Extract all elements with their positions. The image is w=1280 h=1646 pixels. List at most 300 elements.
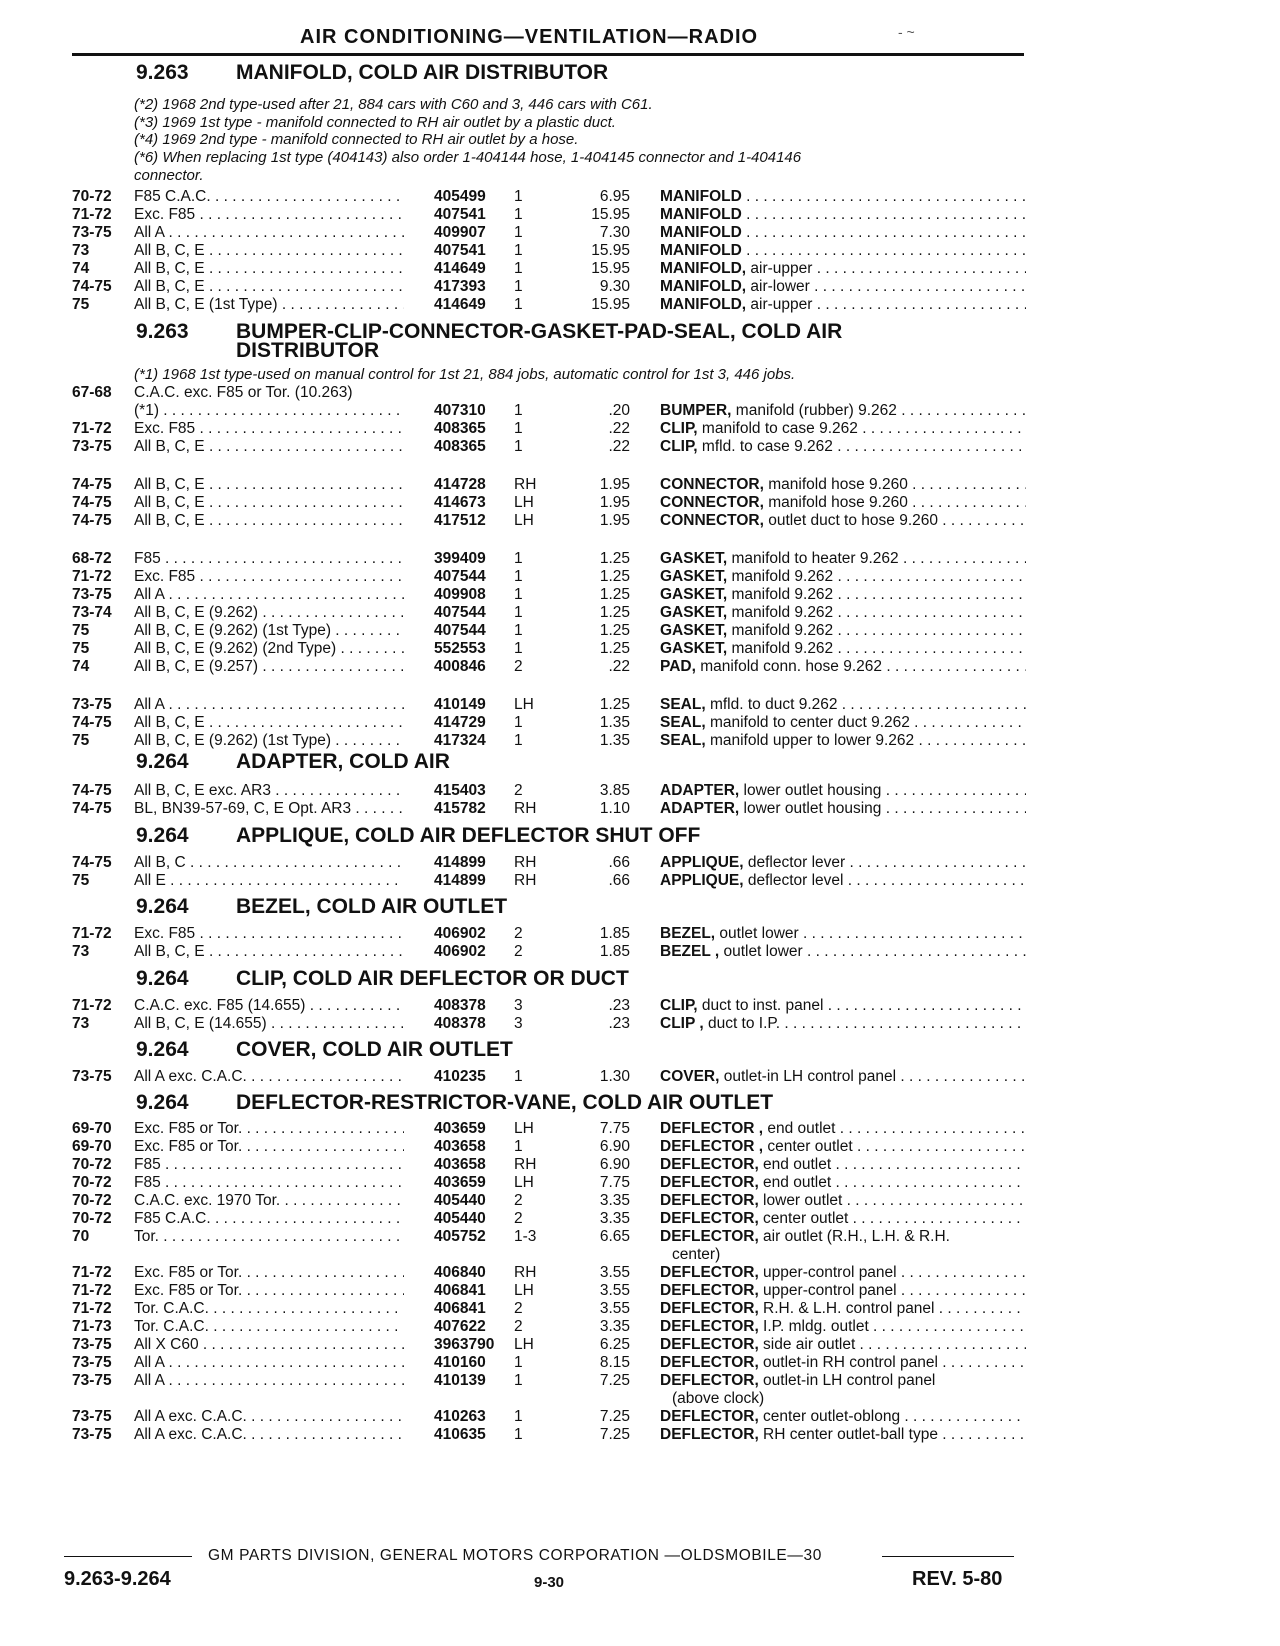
quantity: LH: [514, 1174, 534, 1191]
part-number: 415403: [434, 782, 486, 799]
quantity: RH: [514, 872, 537, 889]
table-row: [0, 1120, 1280, 1138]
table-row: [0, 1336, 1280, 1354]
footnote: (*4) 1969 2nd type - manifold connected to RH air outlet by a hose.: [134, 131, 579, 148]
part-number: 410139: [434, 1372, 486, 1389]
list-price: .22: [608, 658, 630, 675]
list-price: 6.25: [599, 1336, 630, 1353]
applicability: All A . . .: [134, 696, 404, 714]
model-years: 74-75: [72, 782, 112, 799]
part-number: 403658: [434, 1138, 486, 1155]
applicability: All B, C, E exc. AR3 . . .: [134, 782, 404, 800]
description: [660, 476, 1026, 494]
description: [660, 278, 1026, 296]
part-name: MANIFOLD: [660, 224, 742, 241]
applicability: C.A.C. exc. 1970 Tor. . . .: [134, 1192, 404, 1210]
applicability: (*1) . . .: [134, 402, 404, 420]
applicability: Tor. C.A.C. . . .: [134, 1300, 404, 1318]
description: [660, 604, 1026, 622]
description: [660, 1318, 1026, 1336]
table-row: [0, 586, 1280, 604]
quantity: 1: [514, 242, 523, 259]
description: [660, 420, 1026, 438]
part-name: ADAPTER,: [660, 782, 740, 799]
quantity: LH: [514, 1336, 534, 1353]
part-name: CLIP,: [660, 420, 698, 437]
table-row: [0, 550, 1280, 568]
applicability: All B, C, E (9.257) . . .: [134, 658, 404, 676]
model-years: 73-75: [72, 1354, 112, 1371]
part-name: DEFLECTOR ,: [660, 1120, 764, 1137]
part-detail: manifold 9.262: [727, 640, 834, 657]
quantity: LH: [514, 1120, 534, 1137]
table-row: [0, 1192, 1280, 1210]
part-number: 406841: [434, 1300, 486, 1317]
section-title: MANIFOLD, COLD AIR DISTRIBUTOR: [236, 61, 609, 84]
applicability: F85 . . .: [134, 1174, 404, 1192]
description: [660, 1210, 1026, 1228]
model-years: 71-72: [72, 1300, 112, 1317]
quantity: LH: [514, 696, 534, 713]
footnote: connector.: [134, 167, 204, 184]
model-years: 74-75: [72, 494, 112, 511]
part-name: DEFLECTOR,: [660, 1354, 759, 1371]
description: [660, 224, 1026, 242]
model-years: 71-72: [72, 206, 112, 223]
part-number: 552553: [434, 640, 486, 657]
model-years: 73-74: [72, 604, 112, 621]
table-row: [0, 476, 1280, 494]
list-price: 1.25: [599, 696, 630, 713]
quantity: 2: [514, 943, 523, 960]
list-price: 8.15: [599, 1354, 630, 1371]
table-row: [0, 1156, 1280, 1174]
list-price: 6.90: [599, 1156, 630, 1173]
section-title: CLIP, COLD AIR DEFLECTOR OR DUCT: [236, 967, 629, 990]
description: [660, 696, 1026, 714]
part-detail: RH center outlet-ball type: [758, 1426, 938, 1443]
model-years: 67-68: [72, 384, 112, 401]
table-row: [0, 782, 1280, 800]
part-number: 405440: [434, 1192, 486, 1209]
description: [660, 658, 1026, 676]
model-years: 70-72: [72, 1156, 112, 1173]
applicability: All B, C, E . . .: [134, 260, 404, 278]
quantity: LH: [514, 512, 534, 529]
model-years: 75: [72, 732, 90, 749]
table-row: [0, 568, 1280, 586]
part-detail: end outlet: [763, 1120, 836, 1137]
section-number: 9.263: [136, 320, 189, 343]
quantity: 1: [514, 206, 523, 223]
part-name: DEFLECTOR ,: [660, 1138, 764, 1155]
table-row: [0, 696, 1280, 714]
part-detail: air outlet (R.H., L.H. & R.H.: [758, 1228, 950, 1245]
part-number: 407544: [434, 604, 486, 621]
list-price: 1.25: [599, 568, 630, 585]
part-number: 417324: [434, 732, 486, 749]
applicability: Exc. F85 . . .: [134, 925, 404, 943]
table-row: [0, 1264, 1280, 1282]
model-years: 70: [72, 1228, 90, 1245]
part-name: DEFLECTOR,: [660, 1318, 759, 1335]
footer-revision: REV. 5-80: [912, 1568, 1003, 1590]
model-years: 73-75: [72, 1336, 112, 1353]
part-number: 414673: [434, 494, 486, 511]
list-price: 1.95: [599, 494, 630, 511]
applicability: All A . . .: [134, 224, 404, 242]
applicability: All B, C . . .: [134, 854, 404, 872]
model-years: 75: [72, 296, 90, 313]
table-row: [0, 800, 1280, 818]
part-number: 405499: [434, 188, 486, 205]
model-years: 69-70: [72, 1138, 112, 1155]
part-detail: end outlet: [758, 1156, 832, 1173]
table-row: [0, 224, 1280, 242]
section-title: BEZEL, COLD AIR OUTLET: [236, 895, 508, 918]
model-years: 74: [72, 260, 90, 277]
part-name: GASKET,: [660, 640, 728, 657]
applicability: All A . . .: [134, 1354, 404, 1372]
applicability: All B, C, E (9.262) (2nd Type) . . .: [134, 640, 404, 658]
table-row: [0, 1318, 1280, 1336]
section-heading: [136, 895, 508, 918]
list-price: 3.35: [599, 1192, 630, 1209]
list-price: 7.75: [599, 1120, 630, 1137]
description: [660, 1426, 1026, 1444]
model-years: 73-75: [72, 696, 112, 713]
part-number: 406902: [434, 943, 486, 960]
table-row: [0, 1228, 1280, 1246]
applicability: All E . . .: [134, 872, 404, 890]
part-number: 405752: [434, 1228, 486, 1245]
list-price: 7.25: [599, 1426, 630, 1443]
quantity: 1: [514, 622, 523, 639]
applicability: Exc. F85 . . .: [134, 206, 404, 224]
model-years: 71-72: [72, 1282, 112, 1299]
part-number: 409907: [434, 224, 486, 241]
model-years: 73-75: [72, 1068, 112, 1085]
quantity: 1: [514, 188, 523, 205]
table-row: [0, 1138, 1280, 1156]
part-name: BEZEL,: [660, 925, 716, 942]
applicability: All A . . .: [134, 1372, 404, 1390]
quantity: 1: [514, 260, 523, 277]
applicability: Exc. F85 or Tor. . . .: [134, 1282, 404, 1300]
applicability: All A exc. C.A.C. . . .: [134, 1426, 404, 1444]
part-name: DEFLECTOR,: [660, 1300, 759, 1317]
part-name: GASKET,: [660, 622, 728, 639]
table-row: [0, 1426, 1280, 1444]
part-detail: I.P. mldg. outlet: [758, 1318, 869, 1335]
quantity: RH: [514, 1156, 537, 1173]
model-years: 73: [72, 943, 90, 960]
part-name: DEFLECTOR,: [660, 1156, 759, 1173]
part-detail: lower outlet housing: [739, 800, 882, 817]
description: [660, 1264, 1026, 1282]
model-years: 74-75: [72, 476, 112, 493]
description: [660, 925, 1026, 943]
model-years: 68-72: [72, 550, 112, 567]
model-years: 70-72: [72, 1192, 112, 1209]
list-price: 1.85: [599, 925, 630, 942]
part-number: 407544: [434, 568, 486, 585]
model-years: 71-72: [72, 1264, 112, 1281]
list-price: 1.85: [599, 943, 630, 960]
part-detail: manifold to heater 9.262: [727, 550, 899, 567]
quantity: 1: [514, 714, 523, 731]
section-heading: [136, 320, 843, 362]
section-title: DEFLECTOR-RESTRICTOR-VANE, COLD AIR OUTLET: [236, 1091, 774, 1114]
description: [660, 1015, 1026, 1033]
part-name: MANIFOLD: [660, 242, 742, 259]
table-row: [0, 402, 1280, 420]
description: [660, 872, 1026, 890]
applicability: Exc. F85 . . .: [134, 420, 404, 438]
description: [660, 494, 1026, 512]
description: [660, 1372, 1026, 1390]
section-number: 9.264: [136, 1091, 189, 1114]
list-price: 1.30: [599, 1068, 630, 1085]
part-number: 405440: [434, 1210, 486, 1227]
section-title: ADAPTER, COLD AIR: [236, 750, 450, 773]
footer-page-number: 9-30: [534, 1574, 565, 1591]
applicability: C.A.C. exc. F85 (14.655) . . .: [134, 997, 404, 1015]
description: [660, 568, 1026, 586]
part-detail: mfld. to case 9.262: [697, 438, 833, 455]
description: [660, 997, 1026, 1015]
part-name: MANIFOLD: [660, 206, 742, 223]
part-name: APPLIQUE,: [660, 854, 744, 871]
description: [660, 1174, 1026, 1192]
part-detail: duct to inst. panel: [697, 997, 824, 1014]
list-price: .22: [608, 420, 630, 437]
quantity: RH: [514, 854, 537, 871]
description: [660, 1408, 1026, 1426]
part-detail: center outlet: [758, 1210, 849, 1227]
part-detail: R.H. & L.H. control panel: [758, 1300, 935, 1317]
part-detail: upper-control panel: [758, 1282, 897, 1299]
part-detail: manifold 9.262: [727, 586, 834, 603]
list-price: 1.25: [599, 622, 630, 639]
list-price: .66: [608, 854, 630, 871]
part-number: 403659: [434, 1174, 486, 1191]
table-row-header-applic: [0, 384, 1280, 402]
part-name: CLIP,: [660, 997, 698, 1014]
model-years: 73-75: [72, 586, 112, 603]
description-continued: (above clock): [672, 1390, 765, 1407]
part-detail: manifold hose 9.260: [763, 476, 908, 493]
applicability: All A exc. C.A.C. . . .: [134, 1408, 404, 1426]
list-price: 7.25: [599, 1408, 630, 1425]
quantity: 1-3: [514, 1228, 537, 1245]
applicability: All B, C, E . . .: [134, 476, 404, 494]
list-price: 3.85: [599, 782, 630, 799]
list-price: .66: [608, 872, 630, 889]
part-number: 408378: [434, 1015, 486, 1032]
applicability: Tor. . . .: [134, 1228, 404, 1246]
part-number: 407544: [434, 622, 486, 639]
part-detail: manifold upper to lower 9.262: [705, 732, 915, 749]
list-price: .23: [608, 1015, 630, 1032]
model-years: 75: [72, 872, 90, 889]
quantity: 1: [514, 1408, 523, 1425]
list-price: 9.30: [599, 278, 630, 295]
description: [660, 438, 1026, 456]
part-number: 407541: [434, 206, 486, 223]
part-number: 410149: [434, 696, 486, 713]
section-number: 9.264: [136, 750, 189, 773]
quantity: 1: [514, 438, 523, 455]
section-heading: [136, 967, 629, 990]
quantity: 1: [514, 296, 523, 313]
table-row: [0, 242, 1280, 260]
quantity: 2: [514, 658, 523, 675]
model-years: 74-75: [72, 278, 112, 295]
quantity: 1: [514, 604, 523, 621]
applicability: All B, C, E (14.655) . . .: [134, 1015, 404, 1033]
part-name: BEZEL ,: [660, 943, 720, 960]
applicability: All B, C, E . . .: [134, 242, 404, 260]
list-price: 1.35: [599, 714, 630, 731]
part-detail: end outlet: [758, 1174, 832, 1191]
list-price: 3.35: [599, 1210, 630, 1227]
part-number: 414649: [434, 260, 486, 277]
description: [660, 622, 1026, 640]
table-row: [0, 1174, 1280, 1192]
part-number: 399409: [434, 550, 486, 567]
footer-rule-left: [64, 1556, 192, 1557]
part-detail: lower outlet: [758, 1192, 843, 1209]
applicability: All X C60 . . .: [134, 1336, 404, 1354]
quantity: RH: [514, 800, 537, 817]
footnote: (*3) 1969 1st type - manifold connected to RH air outlet by a plastic duct.: [134, 114, 616, 131]
part-detail: manifold 9.262: [727, 568, 834, 585]
applicability: All B, C, E (9.262) . . .: [134, 604, 404, 622]
model-years: 70-72: [72, 1174, 112, 1191]
quantity: 1: [514, 550, 523, 567]
part-name: DEFLECTOR,: [660, 1210, 759, 1227]
description: [660, 550, 1026, 568]
model-years: 71-73: [72, 1318, 112, 1335]
quantity: 2: [514, 1192, 523, 1209]
section-number: 9.264: [136, 824, 189, 847]
applicability: All A . . .: [134, 586, 404, 604]
section-title: BUMPER-CLIP-CONNECTOR-GASKET-PAD-SEAL, COLD AIR: [236, 320, 843, 343]
part-number: 406841: [434, 1282, 486, 1299]
applicability: Exc. F85 or Tor. . . .: [134, 1138, 404, 1156]
part-name: DEFLECTOR,: [660, 1426, 759, 1443]
description: [660, 1228, 1026, 1246]
model-years: 70-72: [72, 188, 112, 205]
model-years: 70-72: [72, 1210, 112, 1227]
description: [660, 188, 1026, 206]
footer-group-range: 9.263-9.264: [64, 1568, 171, 1590]
applicability: Tor. C.A.C. . . .: [134, 1318, 404, 1336]
applicability: All B, C, E . . .: [134, 512, 404, 530]
list-price: 15.95: [591, 296, 630, 313]
list-price: 1.95: [599, 512, 630, 529]
description: [660, 1336, 1026, 1354]
table-row: [0, 420, 1280, 438]
part-number: 410160: [434, 1354, 486, 1371]
model-years: 73: [72, 1015, 90, 1032]
part-detail: air-upper: [746, 260, 813, 277]
description: [660, 296, 1026, 314]
description: [660, 1068, 1026, 1086]
quantity: 1: [514, 640, 523, 657]
model-years: 74: [72, 658, 90, 675]
description: [660, 714, 1026, 732]
part-name: BUMPER,: [660, 402, 732, 419]
description: [660, 640, 1026, 658]
applicability: F85 . . .: [134, 550, 404, 568]
part-number: 3963790: [434, 1336, 495, 1353]
model-years: 71-72: [72, 420, 112, 437]
footer-publisher: GM PARTS DIVISION, GENERAL MOTORS CORPORATION —OLDSMOBILE—30: [208, 1547, 822, 1564]
applicability: All B, C, E . . .: [134, 494, 404, 512]
quantity: 1: [514, 1426, 523, 1443]
part-detail: center outlet-oblong: [758, 1408, 901, 1425]
applicability: BL, BN39-57-69, C, E Opt. AR3 . . .: [134, 800, 404, 818]
model-years: 71-72: [72, 997, 112, 1014]
part-number: 407541: [434, 242, 486, 259]
description: [660, 943, 1026, 961]
list-price: .20: [608, 402, 630, 419]
part-name: CONNECTOR,: [660, 494, 764, 511]
description: [660, 512, 1026, 530]
part-number: 417512: [434, 512, 486, 529]
footnote: (*2) 1968 2nd type-used after 21, 884 cars with C60 and 3, 446 cars with C61.: [134, 96, 653, 113]
part-detail: manifold hose 9.260: [763, 494, 908, 511]
part-number: 417393: [434, 278, 486, 295]
header-rule: [72, 53, 1024, 56]
list-price: 1.95: [599, 476, 630, 493]
description: [660, 1192, 1026, 1210]
part-number: 407622: [434, 1318, 486, 1335]
list-price: .22: [608, 438, 630, 455]
section-heading: [136, 1091, 774, 1114]
part-number: 414899: [434, 872, 486, 889]
section-number: 9.264: [136, 895, 189, 918]
applicability: Exc. F85 or Tor. . . .: [134, 1120, 404, 1138]
part-number: 408365: [434, 420, 486, 437]
part-detail: side air outlet: [758, 1336, 856, 1353]
applicability: F85 . . .: [134, 1156, 404, 1174]
part-name: GASKET,: [660, 604, 728, 621]
part-name: DEFLECTOR,: [660, 1282, 759, 1299]
section-heading: [136, 61, 609, 84]
list-price: 7.30: [599, 224, 630, 241]
margin-mark: - ~: [898, 24, 915, 40]
quantity: 1: [514, 732, 523, 749]
part-detail: outlet-in LH control panel: [719, 1068, 897, 1085]
model-years: 73-75: [72, 224, 112, 241]
section-heading: [136, 1038, 513, 1061]
part-detail: outlet-in LH control panel: [758, 1372, 936, 1389]
list-price: 6.90: [599, 1138, 630, 1155]
part-number: 406840: [434, 1264, 486, 1281]
part-number: 415782: [434, 800, 486, 817]
part-name: ADAPTER,: [660, 800, 740, 817]
table-row: [0, 206, 1280, 224]
quantity: 3: [514, 1015, 523, 1032]
footer-rule-right: [882, 1556, 1014, 1557]
list-price: 1.25: [599, 604, 630, 621]
part-name: DEFLECTOR,: [660, 1372, 759, 1389]
description: [660, 854, 1026, 872]
applicability: All B, C, E (9.262) (1st Type) . . .: [134, 622, 404, 640]
